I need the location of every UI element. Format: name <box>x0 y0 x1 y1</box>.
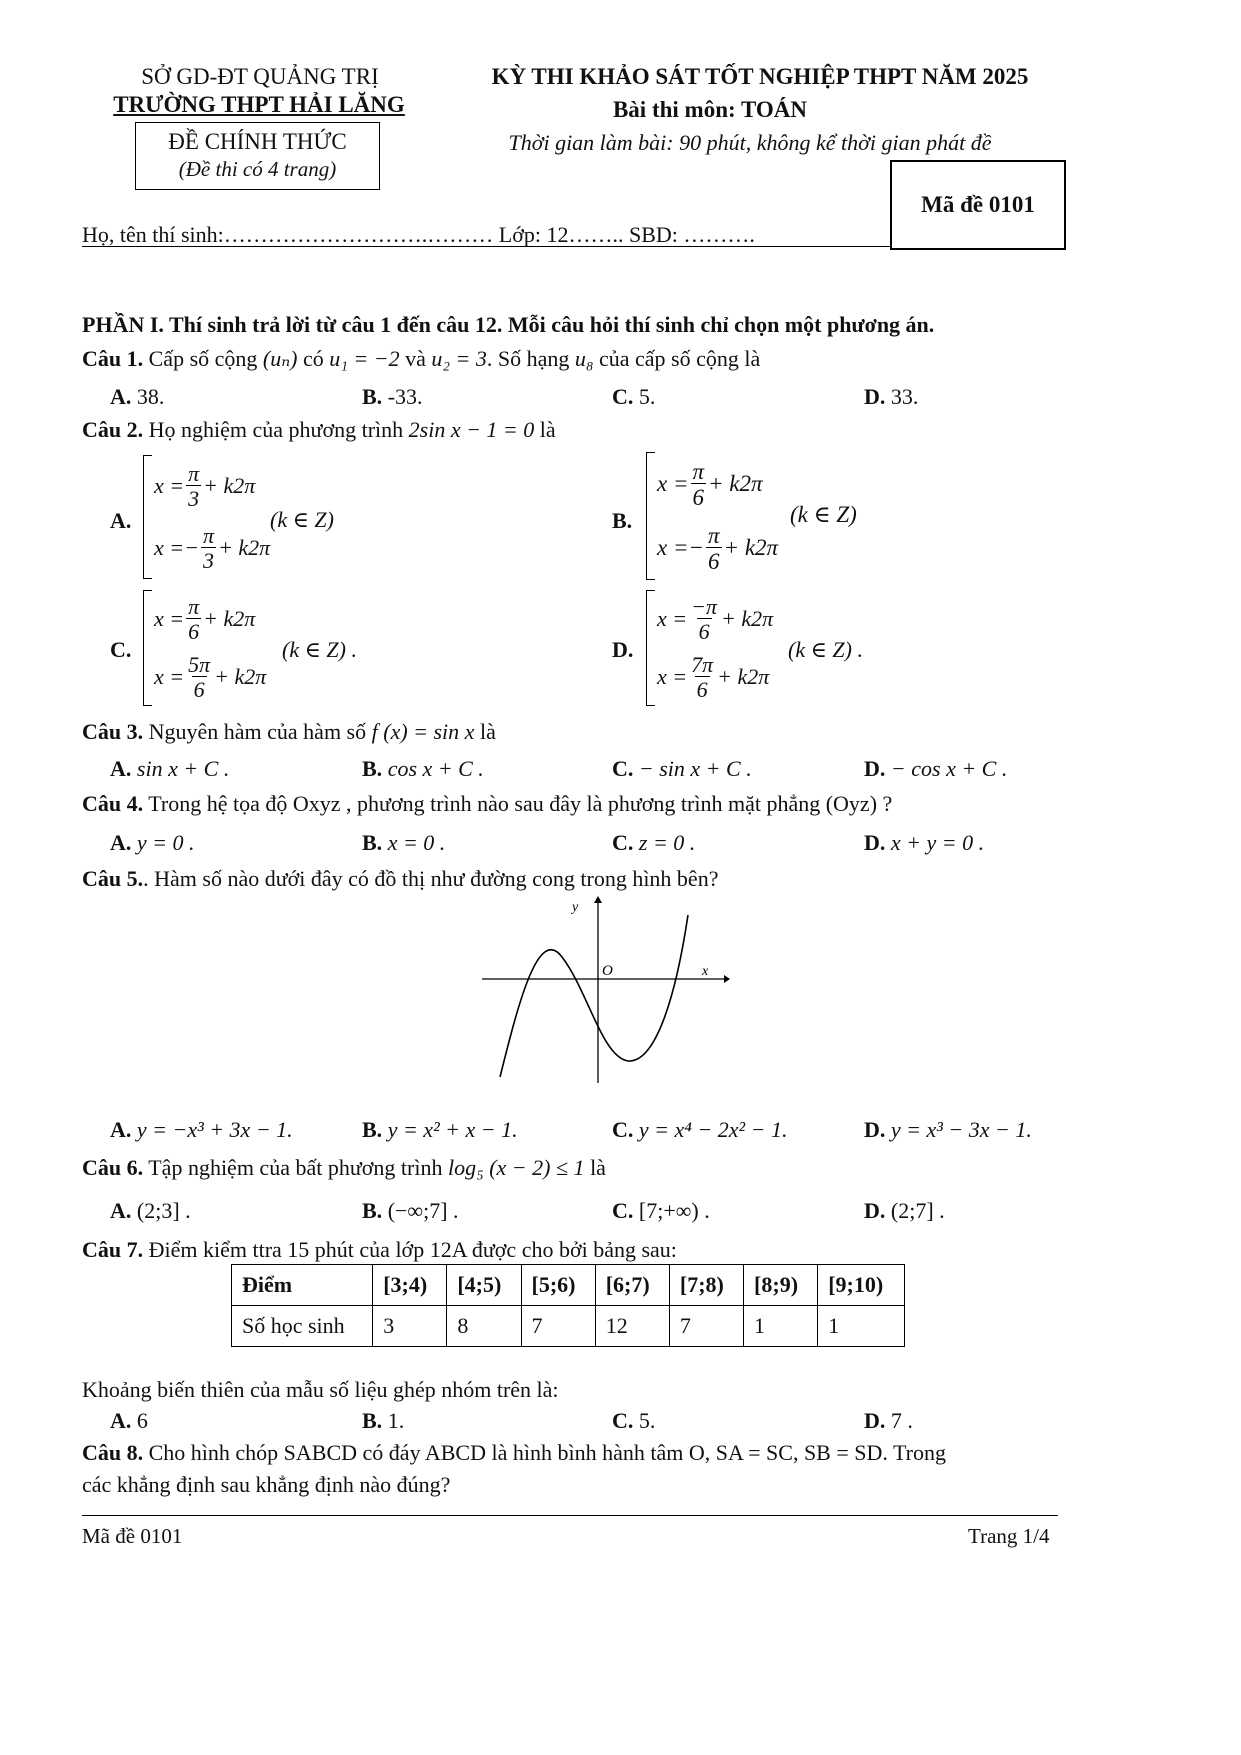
table-cell: [8;9) <box>744 1265 818 1306</box>
question-8 <box>82 1440 946 1466</box>
q1-u8: u₈ <box>574 346 594 371</box>
q8-line1: Cho hình chóp SABCD có đáy ABCD là hình bình hành tâm O, SA = SC, SB = SD. Trong <box>148 1440 946 1465</box>
q8-label: Câu 8. <box>82 1440 144 1465</box>
q2-a-row1: x = $\frac{\pi}{3}$ + k2π <box>154 460 256 511</box>
question-5 <box>82 866 718 892</box>
option-letter: B. <box>362 384 383 409</box>
option-letter: B. <box>362 830 383 855</box>
q7-option-b[interactable] <box>362 1408 404 1434</box>
question-1 <box>82 346 760 372</box>
header-rule <box>82 246 890 247</box>
table-cell: [6;7) <box>595 1265 669 1306</box>
option-value: 6 <box>136 1408 148 1433</box>
footer-page-number: Trang 1/4 <box>968 1524 1050 1548</box>
table-header-row <box>232 1265 905 1306</box>
option-letter: C. <box>612 1198 634 1223</box>
q3-function: f (x) = sin x <box>371 719 475 744</box>
department-name: SỞ GD-ĐT QUẢNG TRỊ <box>141 64 379 89</box>
option-value: sin x + C . <box>136 756 230 781</box>
option-letter: A. <box>110 384 132 409</box>
q3-option-a[interactable] <box>110 756 229 782</box>
q5-option-b[interactable] <box>362 1117 518 1143</box>
q7-text: Điểm kiểm ttra 15 phút của lớp 12A được cho bởi bảng sau: <box>148 1237 677 1262</box>
table-cell: 8 <box>447 1306 521 1347</box>
q2-c-system <box>143 590 266 706</box>
option-letter: A. <box>110 1198 132 1223</box>
q7-label: Câu 7. <box>82 1237 144 1262</box>
option-value: x + y = 0 . <box>890 830 985 855</box>
table-cell: 1 <box>744 1306 818 1347</box>
option-value: 5. <box>638 1408 656 1433</box>
q4-text: Trong hệ tọa độ Oxyz , phương trình nào sau đây là phương trình mặt phẳng (Oyz) ? <box>148 791 893 816</box>
option-value: cos x + C . <box>387 756 484 781</box>
q6-inequality: log₅ (x − 2) ≤ 1 <box>447 1155 585 1180</box>
school-name: TRƯỜNG THPT HẢI LĂNG <box>113 92 405 117</box>
option-letter: C. <box>612 756 634 781</box>
q5-option-d[interactable] <box>864 1117 1032 1143</box>
q2-c-row2: x = $\frac{5\pi}{6}$ + k2π <box>154 651 267 702</box>
option-value: -33. <box>387 384 423 409</box>
option-letter: C. <box>110 637 132 662</box>
option-letter: B. <box>612 508 633 533</box>
q2-c-k: (k ∈ Z) . <box>282 637 357 662</box>
option-letter: C. <box>612 1408 634 1433</box>
question-4 <box>82 791 892 817</box>
option-value: y = 0 . <box>136 830 195 855</box>
q1-option-b[interactable] <box>362 384 423 410</box>
q1-text-d: . Số hạng <box>486 346 570 371</box>
q2-a-system <box>143 455 270 579</box>
q4-option-c[interactable] <box>612 830 695 856</box>
table-cell: Điểm <box>232 1265 373 1306</box>
footer-exam-code: Mã đề 0101 <box>82 1524 183 1548</box>
q4-option-d[interactable] <box>864 830 984 856</box>
q1-text-c: và <box>405 346 426 371</box>
option-value: 7 . <box>890 1408 913 1433</box>
q6-option-a[interactable] <box>110 1198 191 1224</box>
q2-option-b[interactable] <box>612 508 632 534</box>
part-one-heading: PHẦN I. Thí sinh trả lời từ câu 1 đến câu 12. Mỗi câu hỏi thí sinh chỉ chọn một phương án. <box>82 312 935 337</box>
cubic-curve <box>500 915 688 1077</box>
q5-graph <box>480 895 730 1085</box>
q6-option-d[interactable] <box>864 1198 945 1224</box>
q2-d-system <box>646 590 773 706</box>
option-letter: D. <box>864 384 886 409</box>
table-cell: 12 <box>595 1306 669 1347</box>
option-letter: D. <box>864 1117 886 1142</box>
q1-sequence: (uₙ) <box>262 346 298 371</box>
option-letter: D. <box>864 756 886 781</box>
q5-option-a[interactable] <box>110 1117 293 1143</box>
q6-text: Tập nghiệm của bất phương trình <box>148 1155 443 1180</box>
option-letter: B. <box>362 1408 383 1433</box>
page-count-note: (Đề thi có 4 trang) <box>178 157 337 181</box>
q2-a-row2: x = − $\frac{\pi}{3}$ + k2π <box>154 522 271 573</box>
q2-text: Họ nghiệm của phương trình <box>148 417 404 442</box>
q2-option-d[interactable] <box>612 637 633 663</box>
q1-text-a: Cấp số cộng <box>148 346 258 371</box>
q3-option-d[interactable] <box>864 756 1007 782</box>
q2-tail: là <box>539 417 556 442</box>
x-axis-label: x <box>702 964 709 979</box>
option-letter: D. <box>864 1198 886 1223</box>
option-value: y = x⁴ − 2x² − 1. <box>638 1117 788 1142</box>
option-letter: C. <box>612 384 634 409</box>
table-cell: [4;5) <box>447 1265 521 1306</box>
official-box <box>135 122 380 190</box>
q3-option-c[interactable] <box>612 756 752 782</box>
question-2 <box>82 417 556 443</box>
subject-line: Bài thi môn: TOÁN <box>612 97 808 122</box>
option-value: (2;7] . <box>890 1198 945 1223</box>
official-label: ĐỀ CHÍNH THỨC <box>168 129 347 154</box>
q2-c-row1: x = $\frac{\pi}{6}$ + k2π <box>154 593 256 644</box>
q4-label: Câu 4. <box>82 791 144 816</box>
q2-option-a[interactable] <box>110 508 131 534</box>
q3-text: Nguyên hàm của hàm số <box>148 719 367 744</box>
q2-b-row1: x = $\frac{\pi}{6}$ + k2π <box>657 458 763 510</box>
q6-tail: là <box>590 1155 606 1180</box>
origin-label: O <box>602 963 613 979</box>
q1-text-b: có <box>302 346 324 371</box>
q1-option-d[interactable] <box>864 384 918 410</box>
footer-rule <box>82 1515 1058 1516</box>
option-value: [7;+∞) . <box>638 1198 710 1223</box>
q6-option-c[interactable] <box>612 1198 710 1224</box>
x-axis-arrow-icon <box>724 975 730 983</box>
option-value: x = 0 . <box>387 830 446 855</box>
table-row <box>232 1306 905 1347</box>
q2-d-k: (k ∈ Z) . <box>788 637 863 662</box>
q2-b-system <box>646 452 778 580</box>
q1-option-c[interactable] <box>612 384 655 410</box>
option-letter: A. <box>110 756 132 781</box>
time-note: Thời gian làm bài: 90 phút, không kể thời gian phát đề <box>508 130 992 155</box>
table-cell: [3;4) <box>373 1265 447 1306</box>
option-value: y = x³ − 3x − 1. <box>890 1117 1032 1142</box>
option-letter: B. <box>362 756 383 781</box>
q1-option-a[interactable] <box>110 384 164 410</box>
table-cell: [9;10) <box>818 1265 905 1306</box>
option-value: 33. <box>890 384 919 409</box>
q2-d-row1: x = $\frac{-\pi}{6}$ + k2π <box>657 593 774 644</box>
option-value: y = −x³ + 3x − 1. <box>136 1117 293 1142</box>
table-cell: Số học sinh <box>232 1306 373 1347</box>
q1-label: Câu 1. <box>82 346 144 371</box>
q6-label: Câu 6. <box>82 1155 144 1180</box>
option-value: (2;3] . <box>136 1198 191 1223</box>
q2-option-c[interactable] <box>110 637 131 663</box>
option-value: 5. <box>638 384 656 409</box>
q2-b-row2: x = − $\frac{\pi}{6}$ + k2π <box>657 522 779 574</box>
q7-score-table <box>231 1264 905 1347</box>
y-axis-label: y <box>572 900 579 915</box>
option-letter: B. <box>362 1117 383 1142</box>
q1-u1: u₁ = −2 <box>329 346 400 371</box>
table-cell: [5;6) <box>521 1265 595 1306</box>
table-cell: 7 <box>669 1306 743 1347</box>
table-cell: [7;8) <box>669 1265 743 1306</box>
q4-option-b[interactable] <box>362 830 445 856</box>
table-cell: 3 <box>373 1306 447 1347</box>
table-cell: 1 <box>818 1306 905 1347</box>
option-value: − cos x + C . <box>890 756 1008 781</box>
option-value: 1. <box>387 1408 405 1433</box>
option-letter: A. <box>110 508 132 533</box>
option-letter: D. <box>864 830 886 855</box>
option-value: − sin x + C . <box>638 756 752 781</box>
option-letter: A. <box>110 1408 132 1433</box>
q1-u2: u₂ = 3 <box>431 346 487 371</box>
q5-text: . Hàm số nào dưới đây có đồ thị như đường cong trong hình bên? <box>143 866 719 891</box>
q5-label: Câu 5. <box>82 866 144 891</box>
option-letter: D. <box>864 1408 886 1433</box>
q7-question: Khoảng biến thiên của mẫu số liệu ghép nhóm trên là: <box>82 1377 559 1402</box>
q3-tail: là <box>479 719 496 744</box>
exam-title: KỲ THI KHẢO SÁT TỐT NGHIỆP THPT NĂM 2025 <box>491 64 1029 89</box>
q2-label: Câu 2. <box>82 417 144 442</box>
table-cell: 7 <box>521 1306 595 1347</box>
option-letter: A. <box>110 830 132 855</box>
y-axis-arrow-icon <box>594 896 602 903</box>
q2-equation: 2sin x − 1 = 0 <box>408 417 535 442</box>
option-letter: B. <box>362 1198 383 1223</box>
option-letter: C. <box>612 830 634 855</box>
q7-option-c[interactable] <box>612 1408 655 1434</box>
q2-a-k: (k ∈ Z) <box>270 507 334 532</box>
student-info-line: Họ, tên thí sinh:……………………….……… Lớp: 12…….. SBD: ………. <box>82 222 755 247</box>
option-value: y = x² + x − 1. <box>387 1117 518 1142</box>
q6-option-b[interactable] <box>362 1198 459 1224</box>
option-value: (−∞;7] . <box>387 1198 459 1223</box>
q2-d-row2: x = $\frac{7\pi}{6}$ + k2π <box>657 651 770 702</box>
q7-option-a[interactable] <box>110 1408 148 1434</box>
q4-option-a[interactable] <box>110 830 195 856</box>
q2-b-k: (k ∈ Z) <box>790 502 857 527</box>
q3-label: Câu 3. <box>82 719 144 744</box>
q3-option-b[interactable] <box>362 756 484 782</box>
option-value: z = 0 . <box>638 830 696 855</box>
option-letter: D. <box>612 637 634 662</box>
question-7 <box>82 1237 677 1263</box>
q5-option-c[interactable] <box>612 1117 787 1143</box>
q7-option-d[interactable] <box>864 1408 913 1434</box>
q8-line2: các khẳng định sau khẳng định nào đúng? <box>82 1472 451 1497</box>
q1-text-e: của cấp số cộng là <box>599 346 761 371</box>
question-3 <box>82 719 496 745</box>
option-letter: C. <box>612 1117 634 1142</box>
option-value: 38. <box>136 384 165 409</box>
option-letter: A. <box>110 1117 132 1142</box>
question-6 <box>82 1155 606 1181</box>
exam-code-box: Mã đề 0101 <box>890 160 1066 250</box>
